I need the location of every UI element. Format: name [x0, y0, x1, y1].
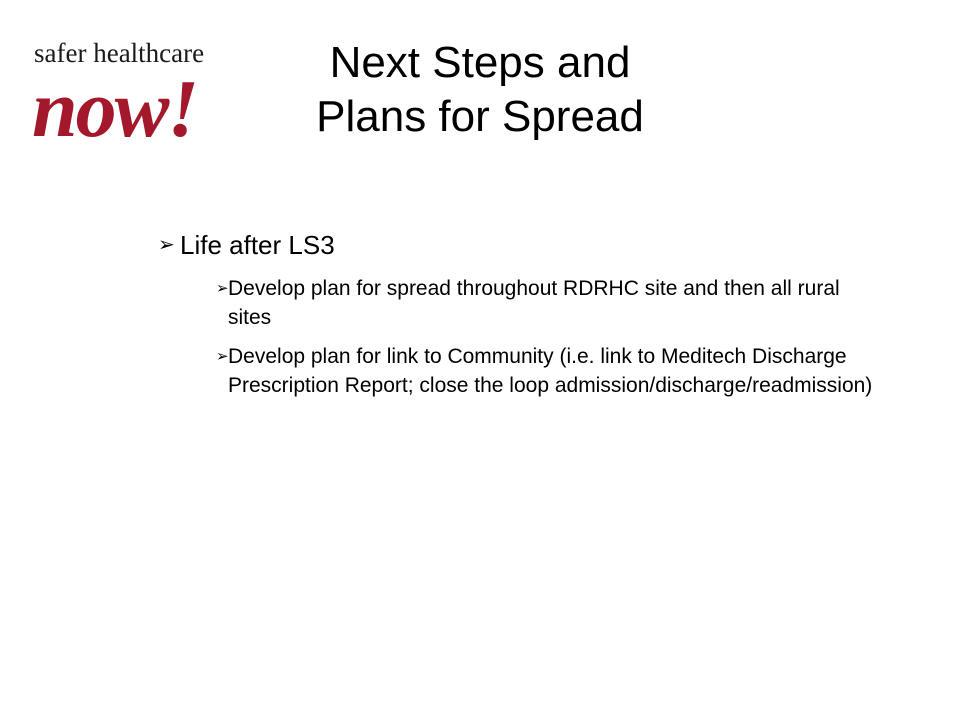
- arrowhead-bullet-icon: ➢: [216, 348, 229, 365]
- title-line-2: Plans for Spread: [316, 92, 644, 141]
- title-line-1: Next Steps and: [329, 38, 631, 87]
- bullet-text: Develop plan for link to Community (i.e. link to Meditech Discharge Prescription Report; close the loop admission/discharge/readmission): [228, 345, 873, 397]
- slide-title: [270, 36, 690, 144]
- bullet-item-level2: [216, 342, 888, 400]
- bullet-item-level2: [216, 274, 888, 332]
- logo-big-text: now!: [32, 63, 198, 152]
- bullet-item-level1: [158, 222, 898, 268]
- arrowhead-bullet-icon: ➢: [216, 280, 229, 297]
- bullet-list: [158, 222, 898, 410]
- bullet-text: Develop plan for spread throughout RDRHC site and then all rural sites: [228, 277, 840, 329]
- logo-small-text: safer healthcare: [34, 38, 205, 68]
- safer-healthcare-now-logo: [28, 20, 258, 152]
- arrowhead-bullet-icon: ➢: [158, 234, 175, 256]
- bullet-text: Life after LS3: [180, 230, 335, 260]
